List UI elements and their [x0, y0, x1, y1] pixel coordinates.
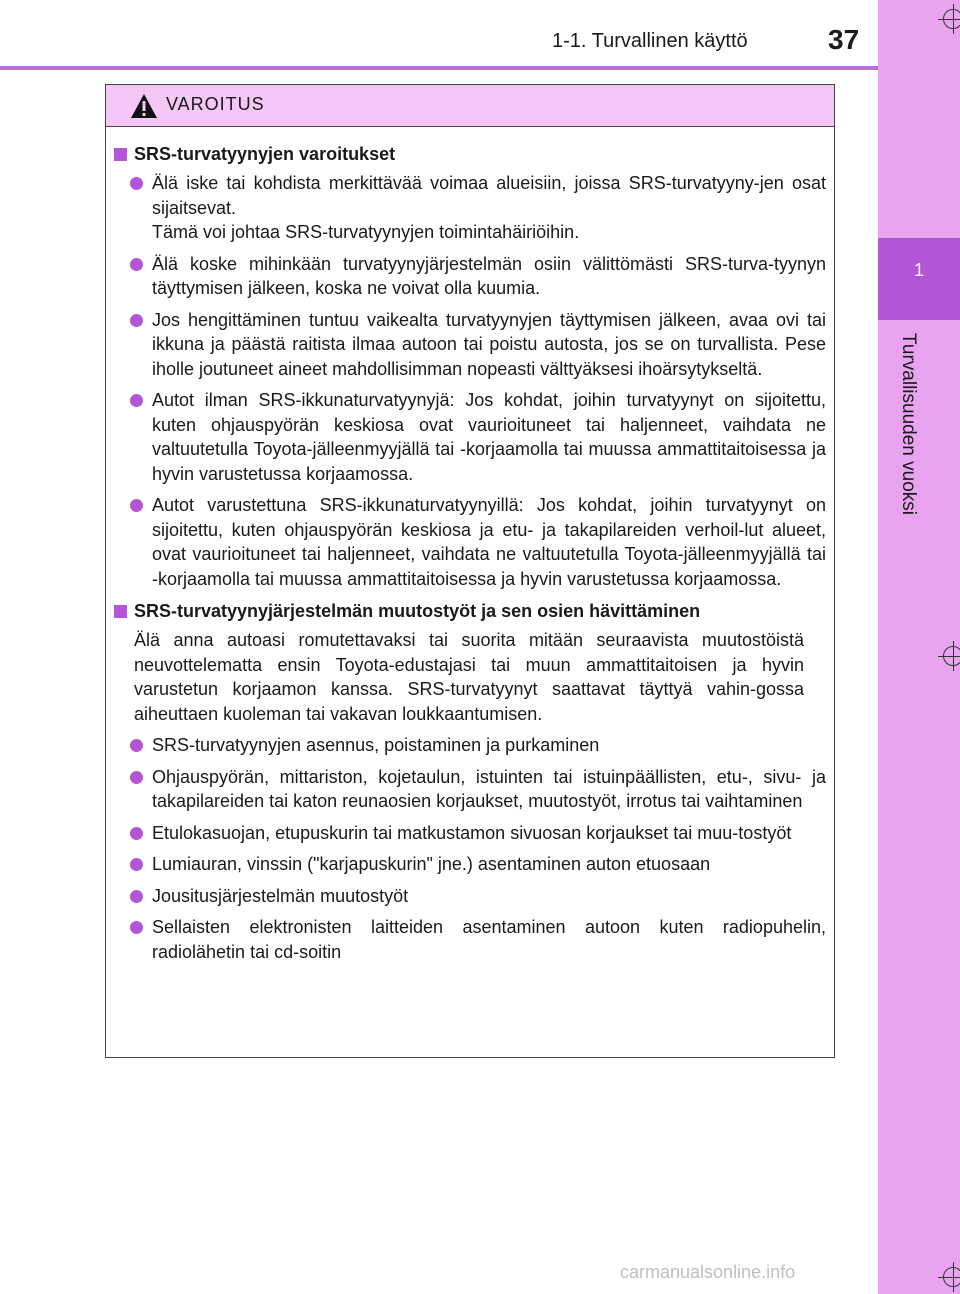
- warning-triangle-icon: [130, 93, 158, 119]
- list-item: Älä iske tai kohdista merkittävää voimaa alueisiin, joissa SRS-turvatyyny-jen osat sijaitsevat. Tämä voi johtaa SRS-turvatyynyjen toimintahäiriöihin.: [106, 171, 834, 245]
- round-bullet-icon: [130, 314, 143, 327]
- warning-header: [106, 85, 834, 127]
- list-item: Lumiauran, vinssin ("karjapuskurin" jne.) asentaminen auton etuosaan: [106, 852, 834, 877]
- round-bullet-icon: [130, 394, 143, 407]
- round-bullet-icon: [130, 177, 143, 190]
- warning-label: VAROITUS: [166, 94, 265, 114]
- list-item: Etulokasuojan, etupuskurin tai matkustamon sivuosan korjaukset tai muu-tostyöt: [106, 821, 834, 846]
- round-bullet-icon: [130, 890, 143, 903]
- round-bullet-icon: [130, 499, 143, 512]
- watermark: carmanualsonline.info: [620, 1262, 796, 1282]
- square-bullet-icon: [114, 605, 127, 618]
- registration-mark-icon: [938, 4, 960, 34]
- registration-mark-icon: [938, 641, 960, 671]
- list-item: Älä koske mihinkään turvatyynyjärjestelmän osiin välittömästi SRS-turva-tyynyn täyttymisen jälkeen, koska ne voivat olla kuumia.: [106, 252, 834, 301]
- list-item: Ohjauspyörän, mittariston, kojetaulun, istuinten tai istuinpäällisten, etu-, sivu- ja takapilareiden tai katon reunaosien korjaukset, muutostyöt, irrotus tai vaihtaminen: [106, 765, 834, 814]
- square-bullet-icon: [114, 148, 127, 161]
- round-bullet-icon: [130, 258, 143, 271]
- list-item: Autot ilman SRS-ikkunaturvatyynyjä: Jos kohdat, joihin turvatyynyt on sijoitettu, kuten ohjauspyörän keskiosa ovat vaurioituneet tai haljenneet, vaihdata ne valtuutetulla Toyota-jälleenmyyjällä tai -korjaamolla tai muussa ammattitaitoisessa ja hyvin varustetussa korjaamossa.: [106, 388, 834, 486]
- section-heading: SRS-turvatyynyjärjestelmän muutostyöt ja sen osien hävittäminen: [106, 598, 826, 624]
- registration-mark-icon: [938, 1262, 960, 1292]
- round-bullet-icon: [130, 858, 143, 871]
- round-bullet-icon: [130, 827, 143, 840]
- list-item: Jos hengittäminen tuntuu vaikealta turvatyynyjen täyttymisen jälkeen, avaa ovi tai ikkuna ja päästä raitista ilmaa autoon tai poistu autosta, jos se on turvallista. Pese iholle joutuneet aineet mahdollisimman nopeasti välttyäksesi ihoärsytykseltä.: [106, 308, 834, 382]
- bullet-note: Tämä voi johtaa SRS-turvatyynyjen toimintahäiriöihin.: [152, 222, 580, 242]
- warning-content: [106, 141, 834, 971]
- section-intro: Älä anna autoasi romutettavaksi tai suorita mitään seuraavista muutostöistä neuvottelematta ensin Toyota-edustajasi tai muun ammattitaitoisen ja hyvin varustetun korjaamon kanssa. SRS-turvatyynyt saattavat täyttyä vahin-gossa aiheuttaen kuoleman tai vakavan loukkaantumisen.: [134, 630, 804, 724]
- round-bullet-icon: [130, 921, 143, 934]
- round-bullet-icon: [130, 739, 143, 752]
- header-rule: [0, 66, 878, 70]
- list-item: Autot varustettuna SRS-ikkunaturvatyynyillä: Jos kohdat, joihin turvatyynyt on sijoitettu, kuten ohjauspyörän keskiosa ja etu- ja takapilareiden verhoil-lut alueet, ovat vaurioituneet tai haljenneet, vaihdata ne valtuutetulla Toyota-jälleenmyyjällä tai -korjaamolla tai muussa ammattitaitoisessa ja hyvin varustetussa korjaamossa.: [106, 493, 834, 591]
- side-tab-label: Turvallisuuden vuoksi: [898, 333, 919, 515]
- side-tab-number: 1: [913, 260, 924, 280]
- list-item: Sellaisten elektronisten laitteiden asentaminen autoon kuten radiopuhelin, radiolähetin tai cd-soitin: [106, 915, 834, 964]
- section-heading: SRS-turvatyynyjen varoitukset: [106, 141, 826, 167]
- page-number: 37: [828, 24, 860, 55]
- warning-box: [105, 84, 835, 1058]
- round-bullet-icon: [130, 771, 143, 784]
- page-header-title: 1-1. Turvallinen käyttö: [552, 30, 748, 52]
- list-item: Jousitusjärjestelmän muutostyöt: [106, 884, 834, 909]
- list-item: SRS-turvatyynyjen asennus, poistaminen ja purkaminen: [106, 733, 834, 758]
